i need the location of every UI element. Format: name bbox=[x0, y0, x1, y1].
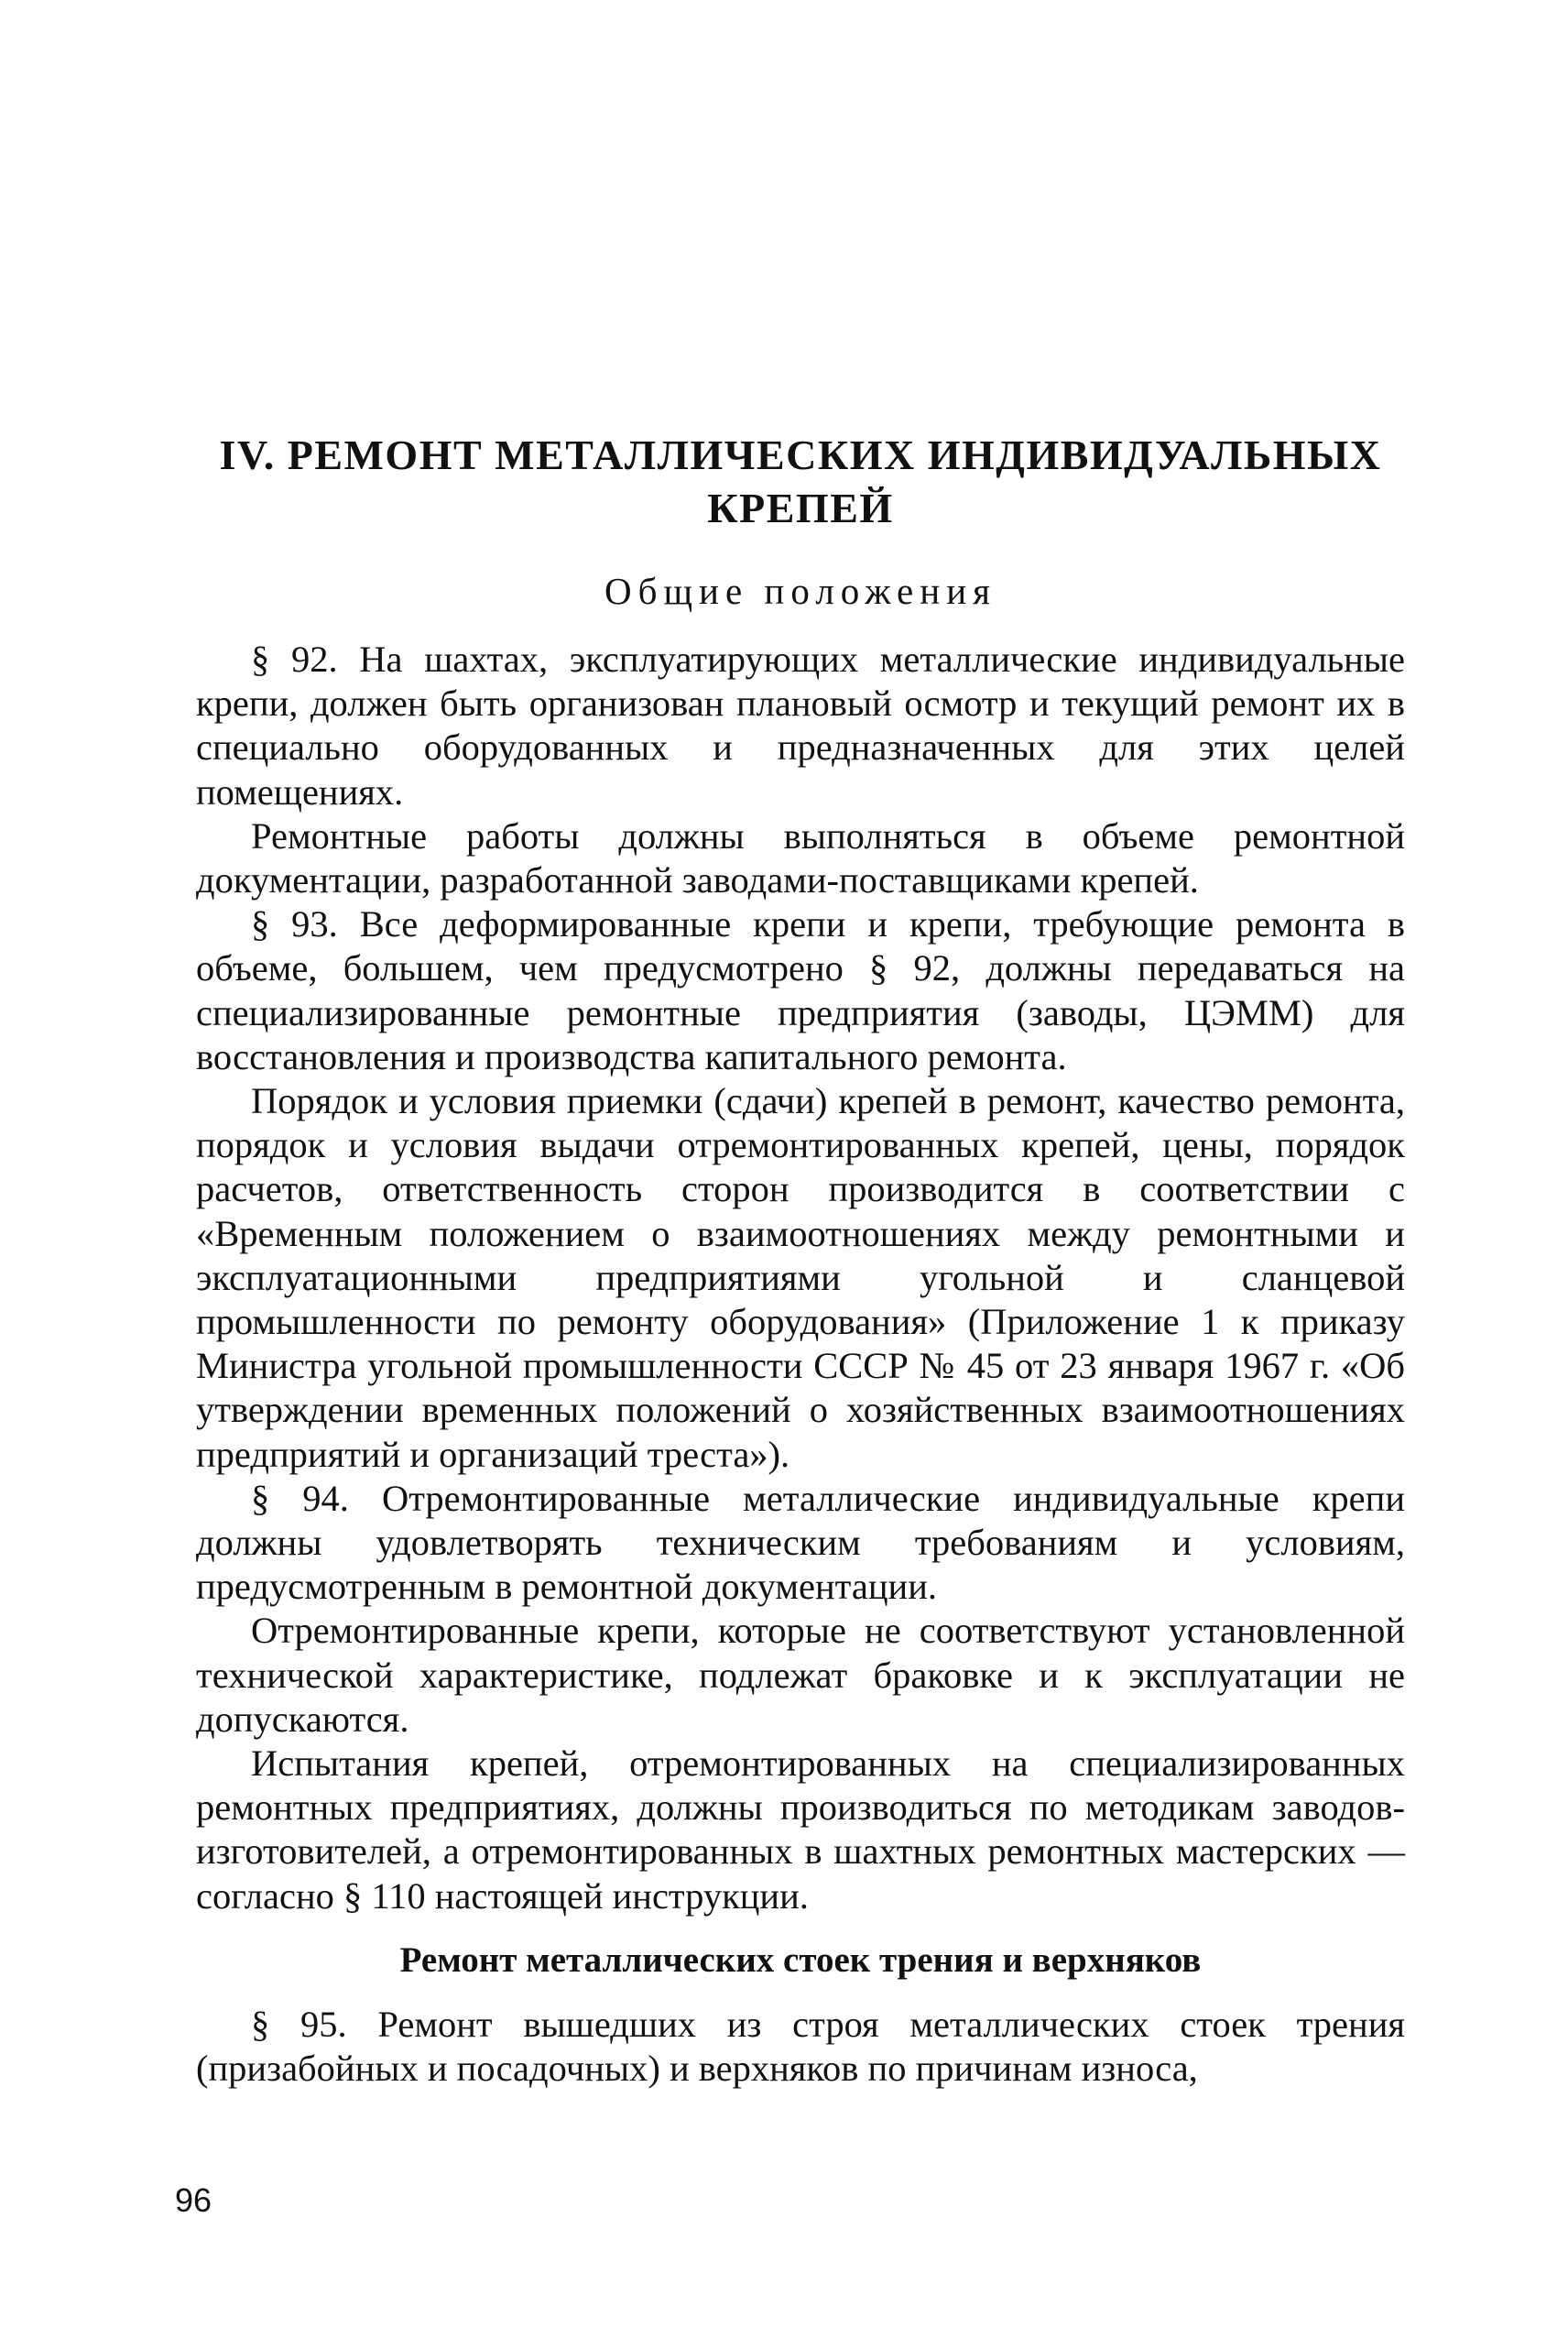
paragraph-95: § 95. Ремонт вышедших из строя металлических стоек трения (призабойных и посадочных) и верхняков по причинам износа, bbox=[196, 2003, 1405, 2090]
section-title: Общие положения bbox=[604, 570, 996, 612]
paragraph-92: § 92. На шахтах, эксплуатирующих металлические индивидуальные крепи, должен быть организован плановый осмотр и текущий ремонт их в специально оборудованных и предназначенных для этих целей помещениях. bbox=[196, 639, 1405, 813]
page-number: 96 bbox=[175, 2181, 212, 2219]
paragraph-94-continued: Отремонтированные крепи, которые не соответствуют установленной технической характеристике, подлежат браковке и к эксплуатации не допускаются. bbox=[196, 1610, 1405, 1740]
paragraph-92-continued: Ремонтные работы должны выполняться в объеме ремонтной документации, разработанной заводами-поставщиками крепей. bbox=[196, 814, 1405, 901]
chapter-title-line-1: IV. РЕМОНТ МЕТАЛЛИЧЕСКИХ ИНДИВИДУАЛЬНЫХ bbox=[219, 432, 1382, 478]
chapter-title bbox=[196, 429, 1405, 535]
paragraph-93: § 93. Все деформированные крепи и крепи, требующие ремонта в объеме, большем, чем предусмотрено § 92, должны передаваться на специализированные ремонтные предприятия (заводы, ЦЭММ) для восстановления и производства капитального ремонта. bbox=[196, 903, 1405, 1077]
subsection-title: Ремонт металлических стоек трения и верхняков bbox=[399, 1939, 1202, 1980]
paragraph-93-continued: Порядок и условия приемки (сдачи) крепей в ремонт, качество ремонта, порядок и условия выдачи отремонтированных крепей, цены, порядок расчетов, ответственность сторон производится в соответствии с «Временным положением о взаимоотношениях между ремонтными и эксплуатационными предприятиями угольной и сланцевой промышленности по ремонту оборудования» (Приложение 1 к приказу Министра угольной промышленности СССР № 45 от 23 января 1967 г. «Об утверждении временных положений о хозяйственных взаимоотношениях предприятий и организаций треста»). bbox=[196, 1080, 1405, 1475]
paragraph-94-testing: Испытания крепей, отремонтированных на специализированных ремонтных предприятиях, должны производиться по методикам заводов-изготовителей, а отремонтированных в шахтных ремонтных мастерских — согласно § 110 настоящей инструкции. bbox=[196, 1743, 1405, 1917]
chapter-title-line-2: КРЕПЕЙ bbox=[707, 485, 894, 531]
body-text bbox=[196, 638, 1405, 2091]
paragraph-94: § 94. Отремонтированные металлические индивидуальные крепи должны удовлетворять техническим требованиям и условиям, предусмотренным в ремонтной документации. bbox=[196, 1477, 1405, 1608]
